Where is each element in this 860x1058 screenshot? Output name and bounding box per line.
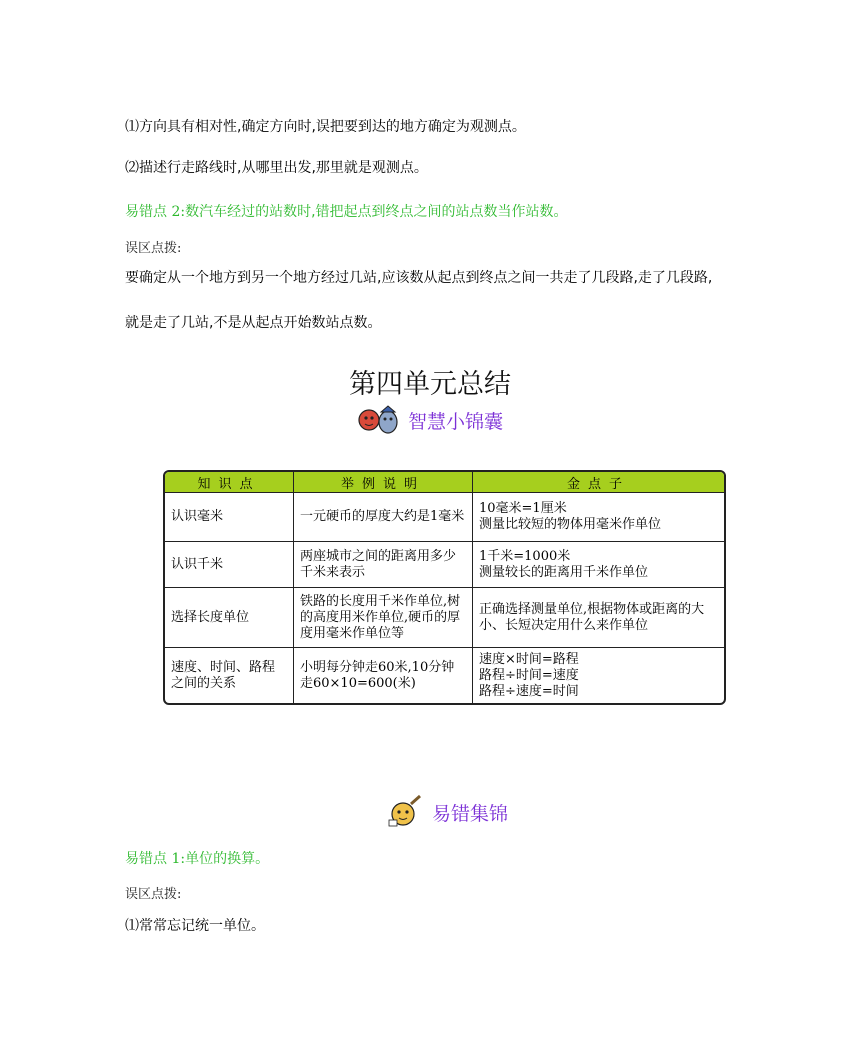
header-example: 举例说明: [293, 472, 472, 493]
table-row: [165, 541, 724, 587]
header-golden-idea: 金点子: [472, 472, 724, 493]
tip-label: 误区点拨:: [125, 241, 182, 256]
error-point-2: [125, 201, 568, 221]
table-cell: 正确选择测量单位,根据物体或距离的大小、长短决定用什么来作单位: [472, 587, 724, 647]
error-point-2-text: 数汽车经过的站数时,错把起点到终点之间的站点数当作站数。: [185, 204, 568, 220]
cartoon-characters-icon: [356, 403, 400, 437]
bottom-note: ⑴常常忘记统一单位。: [125, 918, 265, 934]
knowledge-summary-table: [163, 470, 726, 705]
table-cell: 认识千米: [165, 541, 293, 587]
note-starting-point: ⑵描述行走路线时,从哪里出发,那里就是观测点。: [125, 160, 428, 176]
table-cell: 一元硬币的厚度大约是1毫米: [293, 493, 472, 541]
table-cell: 速度×时间=路程 路程÷时间=速度 路程÷速度=时间: [472, 647, 724, 703]
table-cell: 小明每分钟走60米,10分钟走60×10=600(米): [293, 647, 472, 703]
error-point-1-label: 易错点 1:: [125, 851, 186, 867]
table-row: [165, 587, 724, 647]
table-header-row: [165, 472, 724, 493]
table-cell: 铁路的长度用千米作单位,树的高度用米作单位,硬币的厚度用毫米作单位等: [293, 587, 472, 647]
unit-title: 第四单元总结: [349, 369, 511, 400]
table-cell: 速度、时间、路程之间的关系: [165, 647, 293, 703]
error-point-2-label: 易错点 2:: [125, 204, 186, 220]
wisdom-heading-text: 智慧小锦囊: [408, 410, 504, 433]
error-point-1: [125, 848, 269, 868]
cartoon-pencil-character-icon: [386, 794, 424, 830]
mistakes-heading-text: 易错集锦: [432, 802, 509, 825]
header-knowledge-point: 知识点: [165, 472, 293, 493]
table-cell: 选择长度单位: [165, 587, 293, 647]
mistakes-heading: [386, 794, 508, 830]
table-cell: 1千米=1000米 测量较长的距离用千米作单位: [472, 541, 724, 587]
error-point-1-text: 单位的换算。: [185, 851, 270, 867]
table-cell: 10毫米=1厘米 测量比较短的物体用毫米作单位: [472, 493, 724, 541]
table-row: [165, 647, 724, 703]
note-direction-relative: ⑴方向具有相对性,确定方向时,误把要到达的地方确定为观测点。: [125, 119, 526, 135]
table-cell: 认识毫米: [171, 509, 224, 524]
explanation-line-1: 要确定从一个地方到另一个地方经过几站,应该数从起点到终点之间一共走了几段路,走了几段路,: [125, 270, 713, 286]
explanation-line-2: 就是走了几站,不是从起点开始数站点数。: [125, 315, 382, 331]
table-cell: 两座城市之间的距离用多少千米来表示: [293, 541, 472, 587]
table-row: [165, 493, 724, 541]
tip-label-2: 误区点拨:: [125, 887, 182, 902]
wisdom-heading: [356, 403, 503, 437]
